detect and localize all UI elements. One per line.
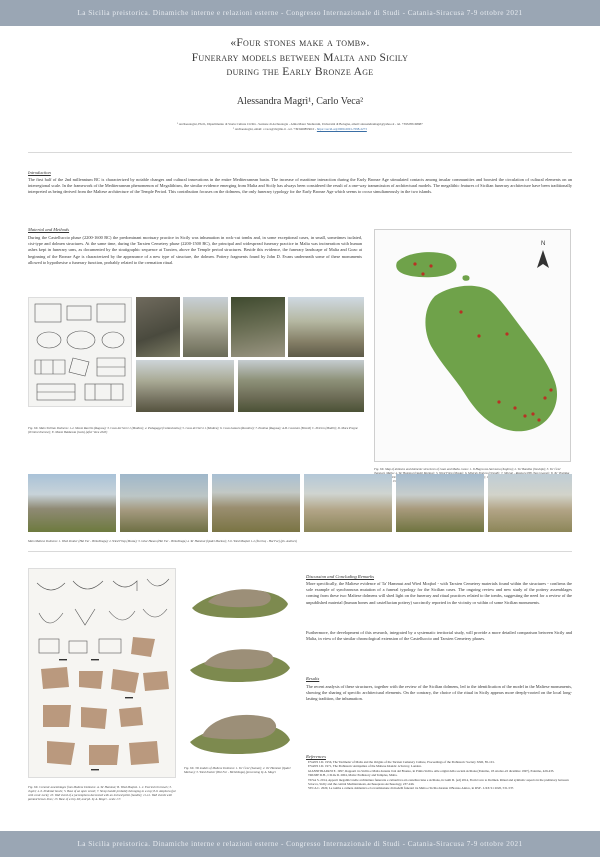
affiliation-2-text: ² Archaeologist, email: c.veca@virgilio.it - tel. +393460893610 -	[233, 127, 317, 131]
plan-drawings-svg	[29, 298, 132, 407]
ceramic-assemblage-figure	[28, 568, 176, 778]
site-4	[459, 310, 462, 313]
affiliation-2	[70, 127, 530, 131]
ceramic-drawings-svg	[29, 569, 176, 778]
intro-text: The first half of the 2nd millennium BC is characterized by notable changes and cultural innovations in the entire Mediterranean basin. The increase of maritime interaction during the Early Bronze Age stimulated contacts among insular communities and boosted the circulation of cultural elements on an interregional scale. In the framework of the Mediterranean phenomenon of Megalithism, the similar evidence emerging from Malta and Sicily has always been considered the result of a one-way transmission of architectural models. The megalithic features of Sicilian funerary architecture have been traditionally interpreted as being derived from the Maltese architecture of the Temple Period. This contribution focuses on the dolmens, the only funerary typology for the Early Bronze Age which seems to occur simultaneously in the two islands.	[28, 177, 572, 195]
results-heading: Results	[306, 676, 320, 681]
divider-middle	[28, 551, 572, 552]
authors: Alessandra Magrì¹, Carlo Veca²	[236, 96, 364, 107]
reference-item: EVANS J.D. 1971, The Prehistoric Antiquities of the Maltese Islands: A Survey, London.	[308, 764, 422, 769]
methods-text: During the Castelluccio phase (2200-1600 BC) the predominant mortuary practice in Sicily was inhumation in rock-cut tombs and, in some exceptional cases, in small, sometimes isolated, cist-type and dolmen structures. At the same time, during the Tarxien Cemetery phase (2200-1500 BC), the principal and widespread funerary practice in Malta was incineration with human ashes kept in funerary urns, as documented by the stratigraphic sequence at Tarxien, above the Temple period structures. Beside this evidence, the funerary landscape of Malta and Gozo at beginning of the Bronze Age is characterized by the appearance of a new type of structure, the dolmen. Pottery fragments found by John D. Evans underneath some of these monuments allowed to hypothesise a funerary function, probably related to the cremation ritual.	[28, 235, 362, 265]
intro-heading: Introduction	[28, 170, 51, 175]
reference-item: TUSA S. 2014, Apporti megalitici nelle architetture funerarie e cultuali tra età castellucciana e siciliana, in Gullì D. (ed) 2014, From Cave to Dolmen. Ritual and symbolic aspects in the prehistory between Sciacca, Sicily and the central Mediterranean, Archaeopress Archaeology, 237-246.	[308, 777, 569, 787]
malta-map	[374, 229, 571, 462]
title-line-3: during the Early Bronze Age	[226, 66, 374, 78]
references-list	[306, 760, 572, 791]
reference-item: EVANS J.D. 1956, The 'Dolmens' of Malta and the Origins of the Tarxien Cemetery Culture, Proceedings of the Prehistoric Society XXII, 85-101.	[308, 760, 495, 764]
caption-ceramics: Fig. XX. Ceramic assemblages from Maltese Dolmens: A. Ta' Hammut; B. Wied Moqbol. 1. 2. Everted rim bowls; 3. Juglet; 4. 6. Pedestal bowls; 5. Base of an open vessel; 7. Strap handle probably belonging to a cup; 8-9. Amphora (jar with conic neck); 10. Wall sherd of a jar/amphora decorated with an incised pellet (handle); 11-12. Wall sherds with painted brown lines; 13. Base of a tiny lid; and ph. by A. Magrì - scale 1:3	[28, 785, 176, 802]
photo-sicily-4	[288, 297, 364, 357]
3d-model-1	[184, 572, 294, 624]
3d-model-2-svg	[184, 630, 294, 686]
photo-sicily-1	[136, 297, 180, 357]
caption-sicily-dolmens: Fig. XX. Main Sicilian Dolmens: 1-2. Monte Racello (Ragusa); 3. Cava dei Servi 1 (Modica); 4. Pedagaggi (Caltanissetta); 5. Cava dei Servi 1 (Modica); 6. Cava Lazzaro (Rosolini); 7. Paolina (Ragusa); A-B. Cavaturo (Brontë) C. Petrero (Modili); D. Mura Pregne (Termini Imerese); E. Monte Baldassia (Gela) (after Veca 2020)	[28, 426, 358, 435]
top-band: La Sicilia preistorica. Dinamiche interne e relazioni esterne - Congresso Internazionale di Studi - Catania-Siracusa 7-9 ottobre 2021	[0, 0, 600, 26]
site-7	[505, 332, 508, 335]
methods-heading: Material and Methods	[28, 227, 70, 232]
discussion-text-2: Furthermore, the development of this research, integrated by a systematic territorial study, will provide a more detailed comparison between Sicily and Malta, in view of the similar chronological extension of the Castelluccio and Tarxien Cemetery phases.	[306, 630, 572, 642]
photo-sicily-2	[183, 297, 228, 357]
site-3	[421, 272, 424, 275]
site-12	[543, 396, 546, 399]
site-8	[513, 406, 516, 409]
bottom-band: La Sicilia preistorica. Dinamiche interne e relazioni esterne - Congresso Internazionale di Studi - Catania-Siracusa 7-9 ottobre 2021	[0, 831, 600, 857]
photo-malta-4	[304, 474, 392, 532]
photo-sicily-5	[136, 360, 234, 412]
comino-island	[462, 275, 469, 281]
site-5	[477, 334, 480, 337]
photo-malta-3	[212, 474, 300, 532]
caption-3d-models: Fig. XX. 3D models of Maltese Dolmens: 1. Ta' Ćenċ (Sannat); 2. Ta' Hammut (Qadel Markus); 3. Wied Znuber (Hal Far - Birżebbuġa) (processing by A. Magrì	[184, 766, 291, 775]
photo-sicily-6	[238, 360, 364, 412]
photo-sicily-3	[231, 297, 285, 357]
reference-item: VECA C. 2020, Le tombe a camera dolmenica e la trasmissione di modelli funerari tra Malta e Sicilia durante il Bronzo Antico, in RSP - LXX S1 2020, 531-537.	[308, 786, 515, 791]
dolmen-plan-drawings	[28, 297, 132, 407]
title-line-2: Funerary models between Malta and Sicily	[191, 51, 409, 64]
title-line-1: «Four stones make a tomb».	[230, 37, 370, 49]
discussion-heading: Discussion and Concluding Remarks	[306, 574, 375, 579]
orcid-link[interactable]: https://orcid.org/0000-0001-7098-2273	[316, 127, 367, 131]
reference-item: TRUMP D.H., CILIA D. 2004, Malta: Prehistory and Temples, Malta.	[308, 773, 398, 778]
3d-model-3	[184, 692, 294, 760]
site-13	[549, 388, 552, 391]
divider-top	[28, 152, 572, 153]
3d-model-3-stone	[202, 715, 276, 739]
site-6	[497, 400, 500, 403]
site-2	[429, 264, 432, 267]
site-10	[531, 412, 534, 415]
3d-model-1-stone	[208, 589, 271, 607]
photo-malta-2	[120, 474, 208, 532]
affiliation-1: ¹ Archaeologist, Ph.D., Dipartimento di Storia Culture Civiltà - Sezione di Archeologia - Alma Mater Studiorum, Università di Bologna, email: alessandramagri@yahoo.it - tel. +393285168687	[177, 122, 423, 126]
site-1	[413, 262, 416, 265]
malta-map-svg	[375, 230, 570, 461]
caption-malta-dolmens: Main Maltese Dolmens: 1. Wied Znuber (Hal Far - Birżebbuġa); 2. Wied Filep (Mosta); 3. Għar Hasan (Hal Far - Birżebbuġa) 4. Ta' Hammut (Qadel Markus); 5-6. Wied Moqbol 1-2 (Żurrieq - Hal Far) (ph. Authors)	[28, 539, 298, 543]
references-heading: References	[306, 754, 326, 759]
site-11	[537, 418, 540, 421]
3d-model-3-svg	[184, 692, 294, 760]
photo-malta-5	[396, 474, 484, 532]
north-label: N	[541, 241, 546, 247]
discussion-text-1: More specifically, the Maltese evidence of Ta' Hammut and Wied Moqbol - with Tarxien Cemetery materials found within the structures - confirms the sole example of synchronous mutation of a funeral typology for the Sicilian cases. The ongoing review and new study of the pottery assemblages coming from these two Maltese dolmens will shed light on the funerary and ritual practices related to the tombs, suggesting the need for a review of the unpublished material (human bones and castellucian pottery) succinctly reported in the vicinity or within of some Sicilian monuments.	[306, 581, 572, 605]
reference-item: GIANNITRAPANI E. 1997, Rapporti tra Sicilia e Malta durante l'età del Bronzo, in Prima Sicilia. Alle origini della società siciliana (Palermo, 18 ottobre-22 dicembre 1997), Palermo, 429-433.	[308, 768, 555, 773]
photo-malta-1	[28, 474, 116, 532]
site-9	[523, 414, 526, 417]
photo-malta-6	[488, 474, 572, 532]
poster-title	[60, 36, 540, 80]
caption-map: Fig. XX. Map of dolmens and dolmenic structures of Gozo and Malta. Gozo: 1. Il-Ħagra tas-Sarraena (Xagħra); 2. Ta' Bandisu (Xewkija); 3. Ta' Ćenċ Wied 13.	[374, 467, 561, 484]
3d-model-1-svg	[184, 572, 294, 624]
3d-model-2-stone	[204, 649, 274, 669]
3d-model-2	[184, 630, 294, 686]
results-text: The recent analysis of these structures, together with the review of the Sicilian dolmens, led to the identification of the model in the Maltese monuments, showing the sharing of specific architectural elements. On the contrary, the choice of the ritual in Sicily appears more deeply-rooted on the local long-lasting tradition, the inhumation.	[306, 684, 572, 702]
